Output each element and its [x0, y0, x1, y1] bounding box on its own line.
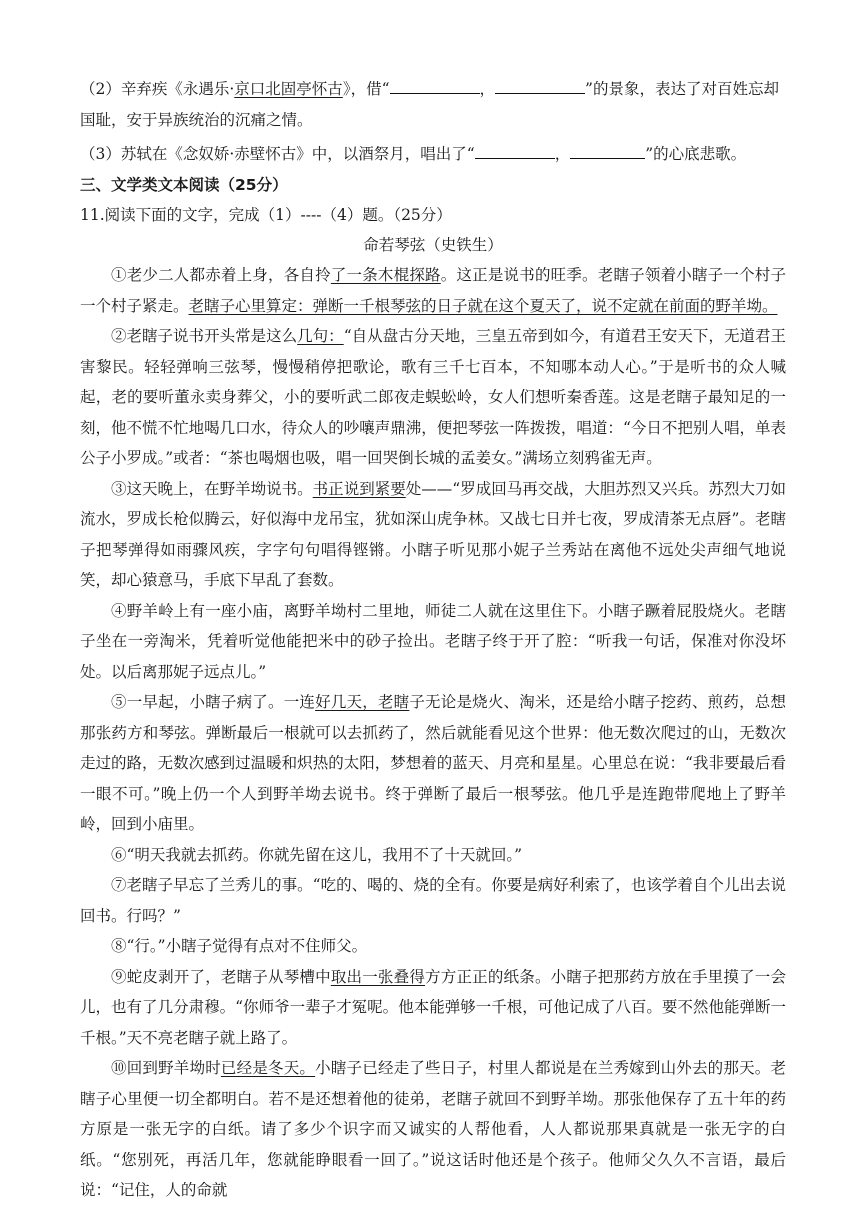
paragraph-2 — [80, 321, 786, 474]
paragraph-10 — [80, 1053, 786, 1206]
answer-blank[interactable] — [475, 144, 555, 159]
paragraph-5 — [80, 687, 786, 840]
p1-text: 。这正是说书的旺季。老瞎子领着小瞎子一个村子一个村子紧走。 — [80, 266, 786, 315]
document-page — [80, 74, 786, 1206]
paragraph-1 — [80, 260, 786, 321]
paragraph-7: ⑦老瞎子早忘了兰秀儿的事。“吃的、喝的、烧的全有。你要是病好利索了，也该学着自个儿出去说回书。行吗？” — [80, 876, 786, 925]
answer-blank[interactable] — [570, 144, 645, 159]
p9-underline: 取出一张叠得 — [330, 967, 426, 986]
q3-comma: ， — [554, 145, 571, 163]
p2-text: “自从盘古分天地，三皇五帝到如今，有道君王安天下，无道君王害黎民。轻轻弹响三弦琴，慢慢稍停把歌论，歌有三千七百本，不知哪本动人心。”于是听书的众人喊起，老的要听董永卖身葬父，小的要听武二郎夜走蜈蚣岭，女人们想听秦香莲。这是老瞎子最知足的一刻，他不慌不忙地喝几口水，待众人的吵嚷声鼎沸，便把琴弦一阵拨拨，唱道：“今日不把别人唱，单表公子小罗成。”或者：“茶也喝烟也吸，唱一回哭倒长城的孟姜女。”满场立刻鸦雀无声。 — [80, 327, 786, 467]
q2-comma: ， — [479, 80, 496, 98]
p3-text: ③这天晚上，在野羊坳说书。 — [111, 479, 313, 498]
p1-underline: 了一条木棍探路 — [330, 266, 441, 284]
paragraph-4: ④野羊岭上有一座小庙，离野羊坳村二里地，师徒二人就在这里住下。小瞎子蹶着屁股烧火。老瞎子坐在一旁淘米，凭着听觉他能把米中的砂子捡出。老瞎子终于开了腔：“听我一句话，保准对你没坏处。以后离那妮子远点儿。” — [80, 601, 786, 681]
p1-text: ①老少二人都赤着上身，各自拎 — [111, 266, 331, 284]
q2-text-f: 国耻，安于异族统治的沉痛之情。 — [80, 110, 313, 129]
p10-text: ⑩回到野羊坳时 — [111, 1059, 221, 1077]
q2-poem-title: 京口北固亭怀古 — [234, 80, 343, 98]
section-heading: 三、文学类文本阅读（25分） — [80, 175, 288, 194]
q2-text-e: ”的景象，表达了对百姓忘却 — [585, 80, 779, 98]
paragraph-6: ⑥“明天我就去抓药。你就先留在这儿，我用不了十天就回。” — [111, 845, 523, 864]
answer-blank[interactable] — [495, 79, 585, 94]
answer-blank[interactable] — [390, 79, 480, 94]
p3-underline: 书正说到紧要 — [312, 479, 406, 498]
q2-text-a: （2）辛弃疾《永遇乐· — [80, 80, 235, 98]
p5-text: ⑤一早起，小瞎子病了。一连 — [111, 693, 316, 711]
q3-text-a: （3）苏轼在《念奴娇·赤壁怀古》中，以酒祭月，唱出了“ — [80, 145, 475, 163]
p2-text: ②老瞎子说书开头常是这么 — [111, 327, 298, 345]
p10-underline: 已经是冬天。 — [220, 1059, 316, 1077]
p10-text: 小瞎子已经走了些日子，村里人都说是在兰秀嫁到山外去的那天。老瞎子心里便一切全都明白。若不是还想着他的徒弟，老瞎子就回不到野羊坳。那张他保存了五十年的药方原是一张无字的白纸。请了多少个识字而又诚实的人帮他看，人人都说那果真就是一张无字的白纸。“您别死，再活几年，您就能睁眼看一回了。”说这话时他还是个孩子。他师父久久不言语，最后说：“记住，人的命就 — [80, 1059, 786, 1199]
paragraph-8: ⑧“行。”小瞎子觉得有点对不住师父。 — [111, 937, 368, 955]
question-2 — [80, 74, 786, 135]
story-title: 命若琴弦（史铁生） — [363, 236, 503, 254]
p5-underline: 好几天，老瞎 — [315, 693, 410, 711]
q2-text-c: 》，借“ — [342, 80, 390, 98]
paragraph-3 — [80, 474, 786, 596]
q3-text-c: ”的心底悲歌。 — [645, 145, 747, 163]
p9-text: 方方正正的纸条。小瞎子把那药方放在手里摸了一会儿，也有了几分肃穆。“你师爷一辈子才冤呢。他本能弹够一千根，可他记成了八百。要不然他能弹断一千根。”天不亮老瞎子就上路了。 — [80, 967, 786, 1047]
p9-text: ⑨蛇皮剥开了，老瞎子从琴槽中 — [111, 967, 331, 986]
p1-underline: 老瞎子心里算定：弹断一千根琴弦的日子就在这个夏天了，说不定就在前面的野羊坳。 — [188, 296, 778, 315]
p5-text: 子无论是烧火、淘米，还是给小瞎子挖药、煎药，总想那张药方和琴弦。弹断最后一根就可以去抓药了，然后就能看见这个世界：他无数次爬过的山，无数次走过的路，无数次感到过温暖和炽热的太阳，梦想着的蓝天、月亮和星星。心里总在说：“我非要最后看一眼不可。”晚上仍一个人到野羊坳去说书。终于弹断了最后一根琴弦。他几乎是连跑带爬地上了野羊岭，回到小庙里。 — [80, 693, 786, 833]
paragraph-9 — [80, 962, 786, 1054]
question-3 — [80, 139, 786, 170]
question-11-intro: 11.阅读下面的文字，完成（1）----（4）题。（25分） — [80, 205, 452, 224]
p3-text: 处——“罗成回马再交战，大胆苏烈又兴兵。苏烈大刀如流水，罗成长枪似腾云，好似海中龙吊宝，犹如深山虎争林。又战七日并七夜，罗成清茶无点唇”。老瞎子把琴弹得如雨骤风疾，字字句句唱得铿锵。小瞎子听见那小妮子兰秀站在离他不远处尖声细气地说笑，却心猿意马，手底下早乱了套数。 — [80, 479, 786, 589]
p2-underline: 几句： — [297, 327, 344, 345]
